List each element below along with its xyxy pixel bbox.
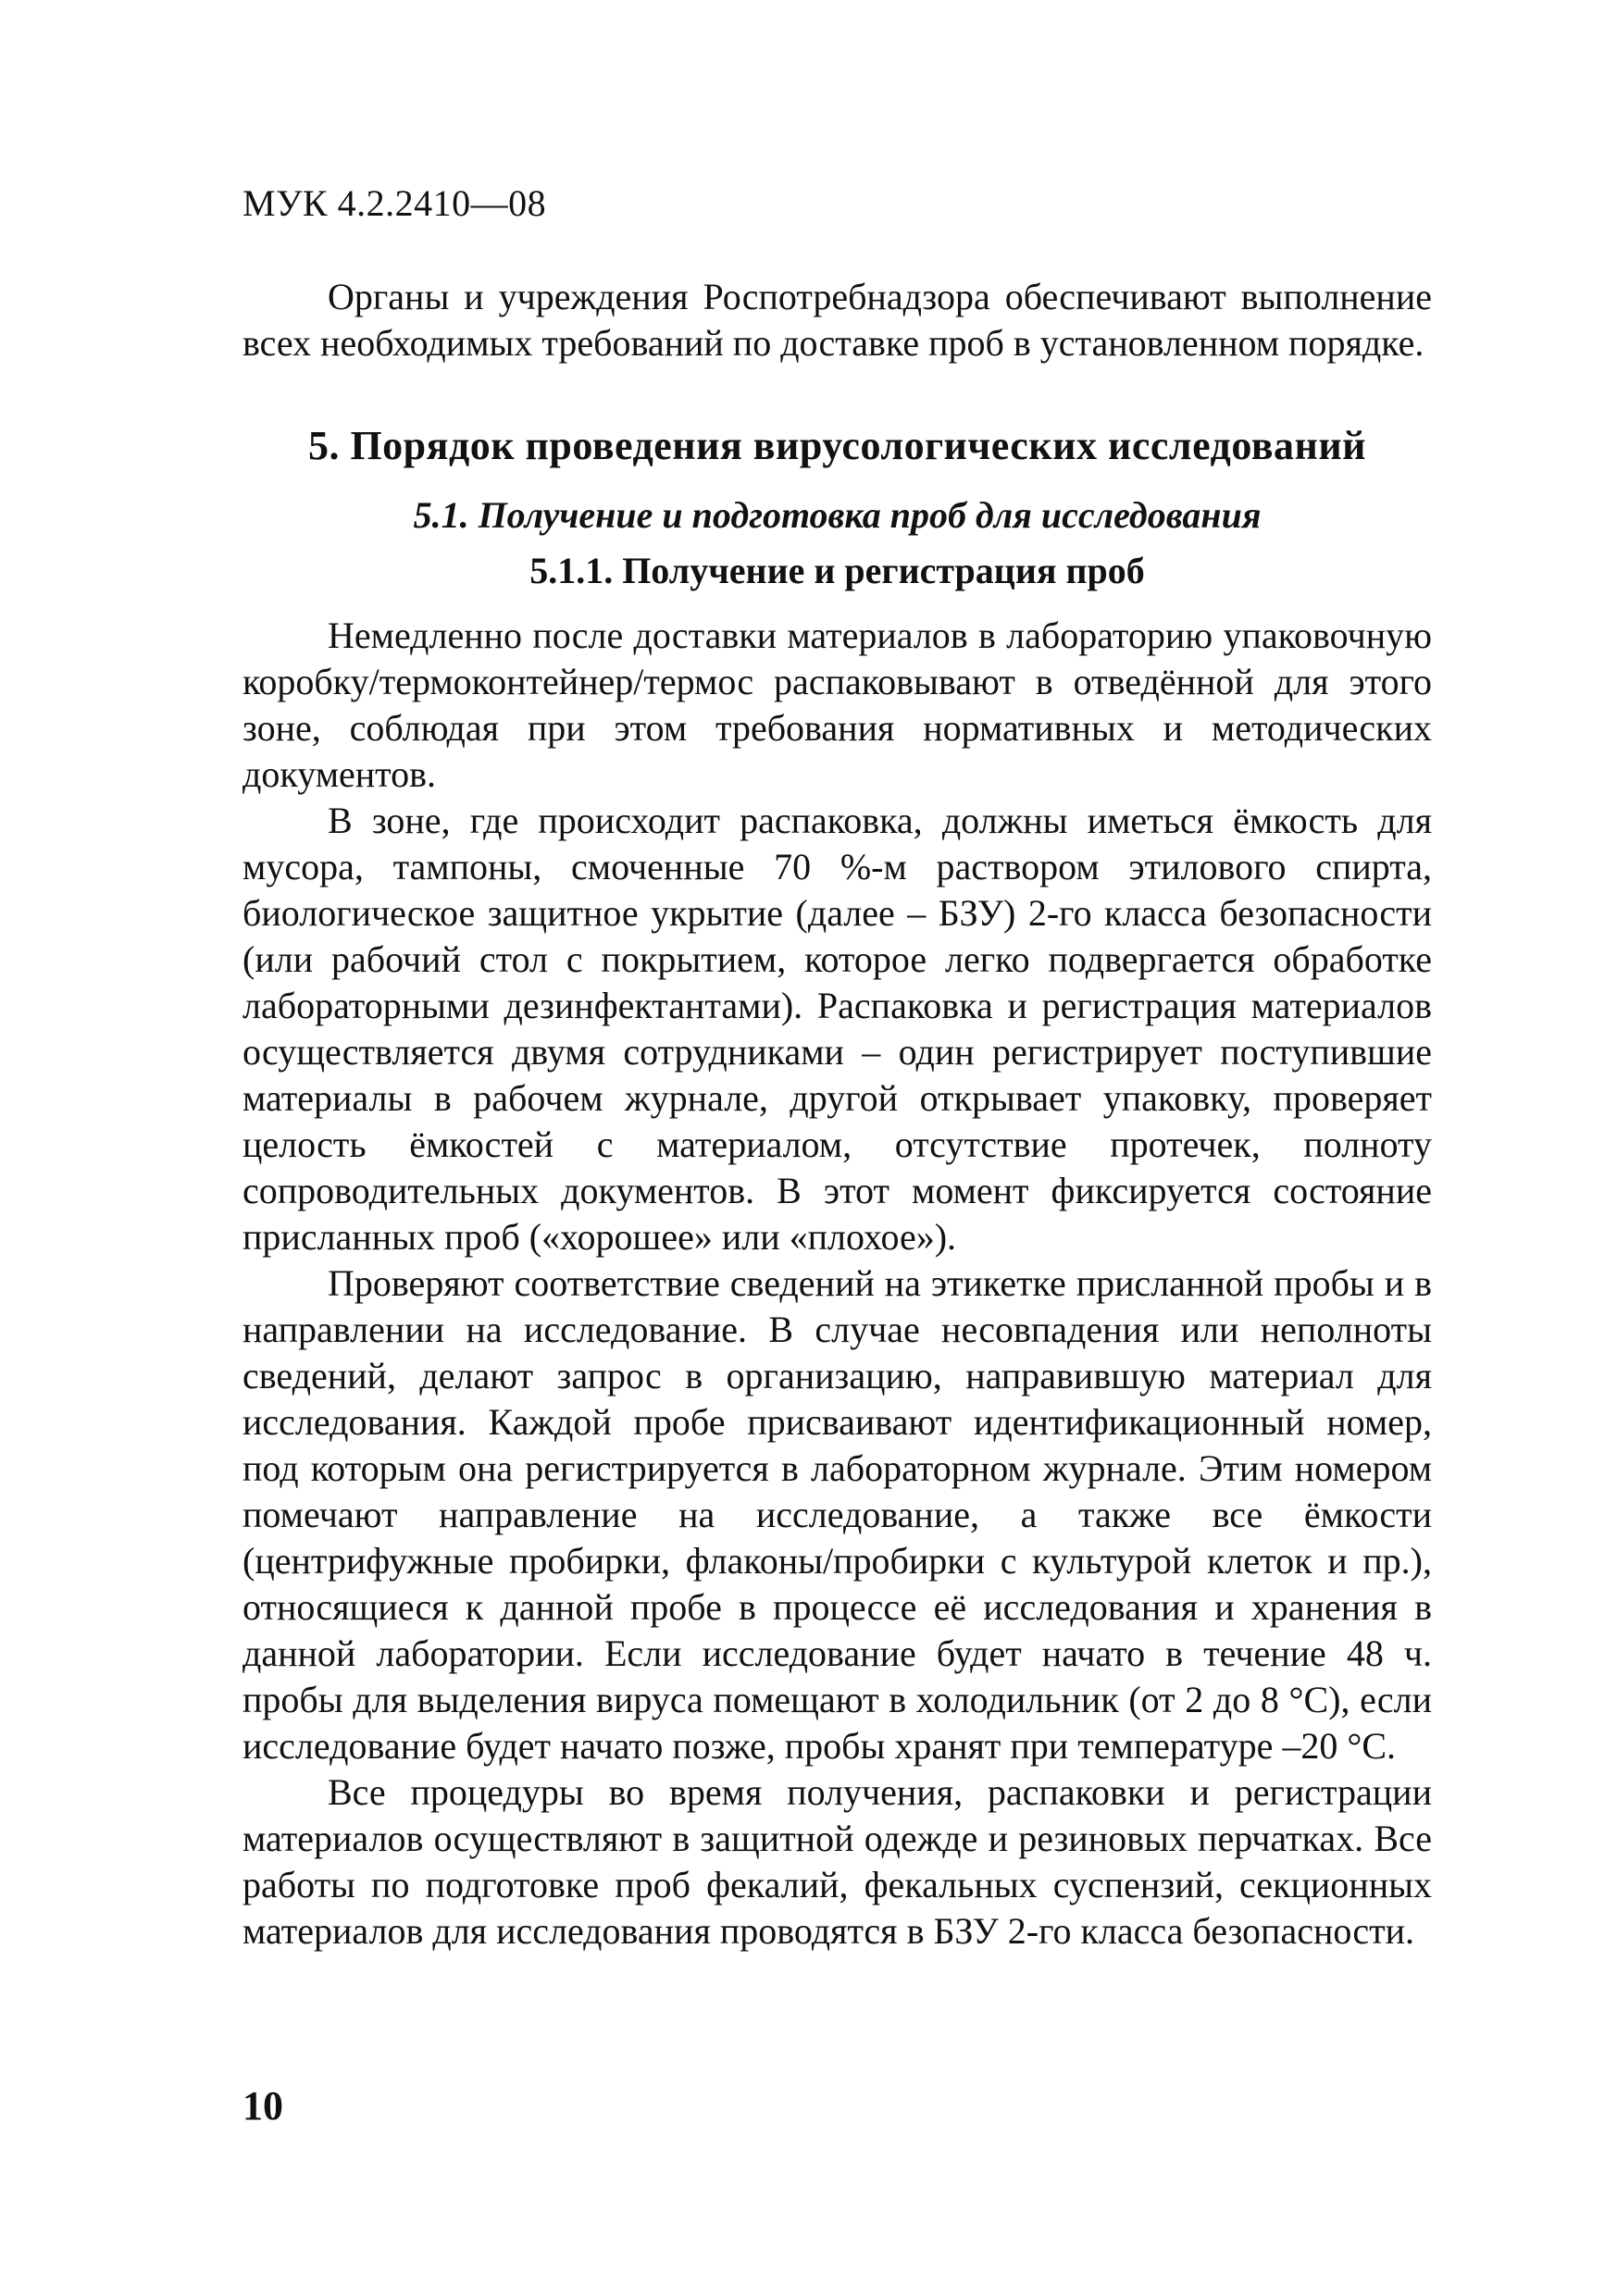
paragraph-receipt: Немедленно после доставки материалов в лабораторию упаковочную коробку/термоконтейнер/термос распаковывают в отведённой для этого зоне, соблюдая при этом требования нормативных и методических документов. — [243, 614, 1432, 795]
subsection-heading: 5.1. Получение и подготовка проб для исследования — [413, 494, 1262, 536]
paragraph-unpacking-zone: В зоне, где происходит распаковка, должны иметься ёмкость для мусора, тампоны, смоченные 70 %-м раствором этилового спирта, биологическое защитное укрытие (далее – БЗУ) 2-го класса безопасности (или рабочий стол с покрытием, которое легко подвергается обработке лабораторными дезинфектантами). Распаковка и регистрация материалов осуществляется двумя сотрудниками – один регистрирует поступившие материалы в рабочем журнале, другой открывает упаковку, проверяет целость ёмкостей с материалом, отсутствие протечек, полноту сопроводительных документов. В этот момент фиксируется состояние присланных проб («хорошее» или «плохое»). — [243, 800, 1432, 1258]
paragraph-verification: Проверяют соответствие сведений на этикетке присланной пробы и в направлении на исследование. В случае несовпадения или неполноты сведений, делают запрос в организацию, направившую материал для исследования. Каждой пробе присваивают идентификационный номер, под которым она регистрируется в лабораторном журнале. Этим номером помечают направление на исследование, а также все ёмкости (центрифужные пробирки, флаконы/пробирки с культурой клеток и пр.), относящиеся к данной пробе в процессе её исследования и хранения в данной лаборатории. Если исследование будет начато в течение 48 ч. пробы для выделения вируса помещают в холодильник (от 2 до 8 °С), если исследование будет начато позже, пробы хранят при температуре –20 °С. — [243, 1262, 1432, 1767]
subsubsection-heading: 5.1.1. Получение и регистрация проб — [529, 550, 1145, 591]
document-page — [243, 0, 1432, 2296]
section-heading: 5. Порядок проведения вирусологических исследований — [307, 423, 1367, 468]
section-content — [243, 613, 1432, 1955]
paragraph-protective-procedures: Все процедуры во время получения, распаковки и регистрации материалов осуществляют в защитной одежде и резиновых перчатках. Все работы по подготовке проб фекалий, фекальных суспензий, секционных материалов для исследования проводятся в БЗУ 2-го класса безопасности. — [243, 1771, 1432, 1952]
page-number: 10 — [243, 2083, 283, 2128]
document-code-header: МУК 4.2.2410—08 — [243, 182, 547, 224]
intro-section — [243, 274, 1432, 366]
intro-paragraph: Органы и учреждения Роспотребнадзора обеспечивают выполнение всех необходимых требований по доставке проб в установленном порядке. — [243, 276, 1432, 364]
